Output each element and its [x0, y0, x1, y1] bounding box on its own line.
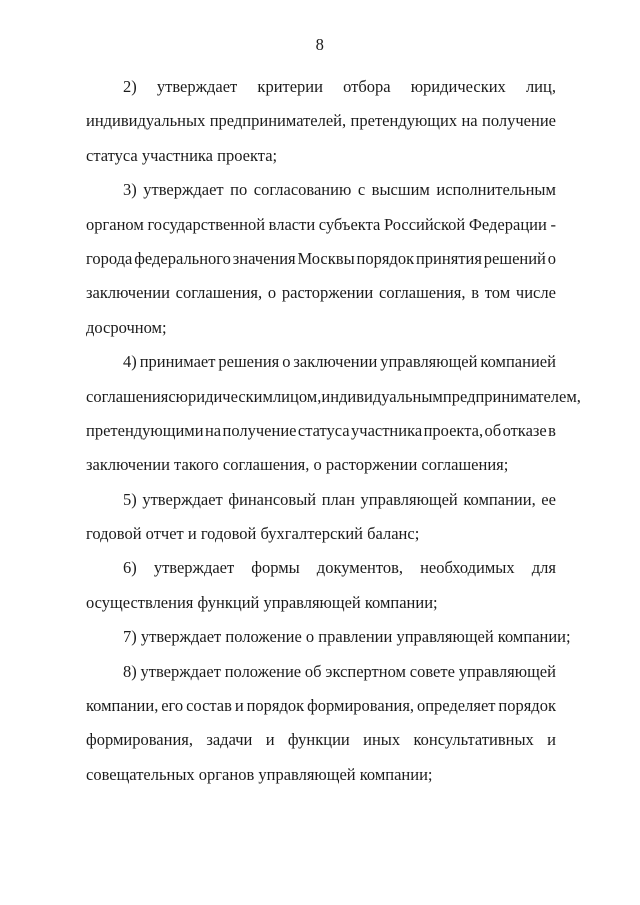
page-number: 8 — [315, 35, 325, 54]
text-line: 6) утверждает формы документов, необходимых для — [123, 558, 556, 578]
text-line: соглашения с юридическим лицом, индивидуальным предпринимателем, — [86, 386, 581, 406]
paragraph — [86, 345, 581, 483]
text-line: 5) утверждает финансовый план управляющей компании, ее — [123, 489, 556, 509]
text-line: 8) утверждает положение об экспертном совете управляющей — [123, 661, 556, 681]
text-line: формирования, задачи и функции иных консультативных и — [86, 730, 556, 750]
paragraph — [86, 173, 556, 345]
text-line: совещательных органов управляющей компании; — [86, 764, 433, 784]
paragraph — [86, 620, 571, 654]
text-line: органом государственной власти субъекта Российской Федерации - — [86, 214, 556, 234]
paragraph — [86, 551, 556, 620]
text-line: компании, его состав и порядок формирования, определяет порядок — [86, 696, 556, 716]
text-line: города федерального значения Москвы порядок принятия решений о — [86, 248, 556, 268]
paragraph — [86, 483, 556, 552]
document-body — [86, 70, 581, 792]
text-line: заключении такого соглашения, о расторжении соглашения; — [86, 455, 509, 475]
text-line: 2) утверждает критерии отбора юридических лиц, — [123, 77, 556, 96]
text-line: осуществления функций управляющей компании; — [86, 592, 438, 612]
text-line: претендующими на получение статуса участника проекта, об отказе в — [86, 420, 556, 440]
text-line: досрочном; — [86, 317, 167, 337]
text-line: 7) утверждает положение о правлении управляющей компании; — [123, 627, 571, 647]
paragraph — [86, 655, 556, 793]
text-line: 4) принимает решения о заключении управляющей компанией — [123, 352, 556, 372]
text-line: индивидуальных предпринимателей, претендующих на получение — [86, 111, 556, 131]
text-line: 3) утверждает по согласованию с высшим исполнительным — [123, 180, 556, 200]
text-line: заключении соглашения, о расторжении соглашения, в том числе — [86, 283, 556, 303]
text-line: годовой отчет и годовой бухгалтерский баланс; — [86, 524, 420, 544]
paragraph — [86, 70, 556, 173]
text-line: статуса участника проекта; — [86, 145, 278, 165]
